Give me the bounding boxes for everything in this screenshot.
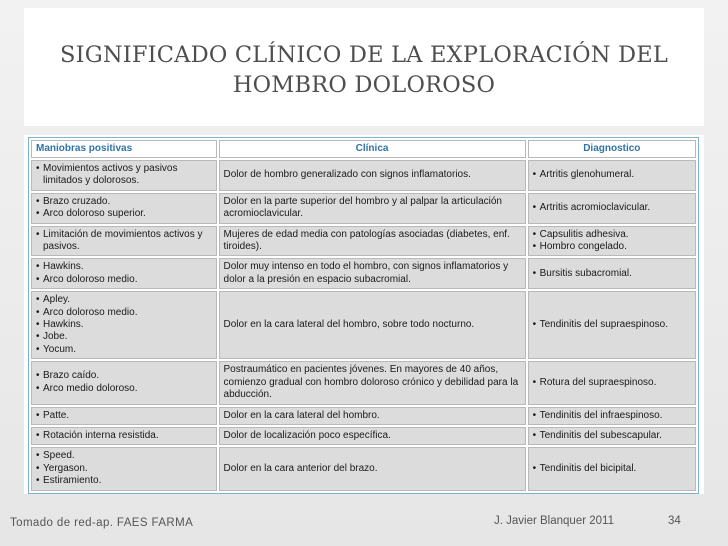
table-row <box>31 361 696 404</box>
footer-author: J. Javier Blanquer 2011 <box>494 515 614 527</box>
cell-diagnostico-list <box>533 463 691 475</box>
header-clinica: Clínica <box>219 140 526 158</box>
table-row <box>31 407 696 425</box>
table-row <box>31 291 696 359</box>
table-row <box>31 160 696 191</box>
list-item: • Tendinitis del supraespinoso. <box>533 319 691 331</box>
cell-diagnostico <box>528 160 696 191</box>
list-item: • Patte. <box>36 410 212 422</box>
cell-diagnostico <box>528 193 696 224</box>
list-item: • Tendinitis del infraespinoso. <box>533 410 691 422</box>
list-item: • Jobe. <box>36 331 212 343</box>
page-number: 34 <box>668 515 681 527</box>
list-item: • Limitación de movimientos activos y pasivos. <box>36 229 212 254</box>
cell-maniobras-list <box>36 163 212 188</box>
cell-clinica: Dolor de localización poco específica. <box>219 427 526 445</box>
list-item: • Arco doloroso medio. <box>36 307 212 319</box>
cell-maniobras <box>31 361 217 404</box>
cell-clinica: Dolor de hombro generalizado con signos inflamatorios. <box>219 160 526 191</box>
list-item: • Hawkins. <box>36 261 212 273</box>
cell-maniobras <box>31 258 217 289</box>
cell-diagnostico-list <box>533 410 691 422</box>
clinical-table <box>28 137 699 494</box>
table-row <box>31 427 696 445</box>
cell-maniobras-list <box>36 261 212 286</box>
cell-diagnostico-list <box>533 169 691 181</box>
cell-diagnostico <box>528 427 696 445</box>
table-row <box>31 258 696 289</box>
list-item: • Rotura del supraespinoso. <box>533 377 691 389</box>
cell-maniobras <box>31 291 217 359</box>
cell-clinica: Dolor en la cara anterior del brazo. <box>219 447 526 490</box>
cell-maniobras-list <box>36 450 212 487</box>
list-item: • Hombro congelado. <box>533 241 691 253</box>
footer-source: Tomado de red-ap. FAES FARMA <box>10 517 194 529</box>
cell-maniobras-list <box>36 294 212 356</box>
list-item: • Yocum. <box>36 344 212 356</box>
list-item: • Arco doloroso medio. <box>36 274 212 286</box>
cell-maniobras <box>31 447 217 490</box>
table-body <box>31 160 696 491</box>
cell-diagnostico <box>528 291 696 359</box>
table-header-row <box>31 140 696 158</box>
cell-maniobras-list <box>36 229 212 254</box>
table-row <box>31 193 696 224</box>
list-item: • Hawkins. <box>36 319 212 331</box>
cell-clinica: Postraumático en pacientes jóvenes. En mayores de 40 años, comienzo gradual con hombro doloroso crónico y debilidad para la abducción. <box>219 361 526 404</box>
cell-maniobras <box>31 226 217 257</box>
cell-clinica: Dolor en la cara lateral del hombro. <box>219 407 526 425</box>
table-container <box>24 135 704 494</box>
cell-maniobras <box>31 407 217 425</box>
cell-diagnostico <box>528 226 696 257</box>
list-item: • Tendinitis del bicipital. <box>533 463 691 475</box>
list-item: • Arco doloroso superior. <box>36 208 212 220</box>
cell-diagnostico-list <box>533 202 691 214</box>
cell-diagnostico-list <box>533 229 691 254</box>
cell-diagnostico-list <box>533 319 691 331</box>
list-item: • Brazo caído. <box>36 370 212 382</box>
cell-maniobras-list <box>36 370 212 395</box>
cell-maniobras-list <box>36 196 212 221</box>
cell-diagnostico <box>528 258 696 289</box>
cell-clinica: Mujeres de edad media con patologías asociadas (diabetes, enf. tiroides). <box>219 226 526 257</box>
header-diagnostico: Diagnostico <box>528 140 696 158</box>
list-item: • Apley. <box>36 294 212 306</box>
list-item: • Yergason. <box>36 463 212 475</box>
cell-clinica: Dolor en la parte superior del hombro y al palpar la articulación acromioclavicular. <box>219 193 526 224</box>
list-item: • Speed. <box>36 450 212 462</box>
list-item: • Estiramiento. <box>36 475 212 487</box>
list-item: • Brazo cruzado. <box>36 196 212 208</box>
cell-diagnostico <box>528 407 696 425</box>
cell-clinica: Dolor muy intenso en todo el hombro, con signos inflamatorios y dolor a la presión en espacio subacromial. <box>219 258 526 289</box>
cell-maniobras <box>31 160 217 191</box>
cell-maniobras-list <box>36 430 212 442</box>
cell-maniobras <box>31 427 217 445</box>
list-item: • Capsulitis adhesiva. <box>533 229 691 241</box>
cell-diagnostico <box>528 361 696 404</box>
list-item: • Movimientos activos y pasivos limitados y dolorosos. <box>36 163 212 188</box>
header-maniobras: Maniobras positivas <box>31 140 217 158</box>
list-item: • Tendinitis del subescapular. <box>533 430 691 442</box>
table-row <box>31 447 696 490</box>
list-item: • Artritis acromioclavicular. <box>533 202 691 214</box>
cell-diagnostico-list <box>533 430 691 442</box>
list-item: • Artritis glenohumeral. <box>533 169 691 181</box>
table-row <box>31 226 696 257</box>
cell-clinica: Dolor en la cara lateral del hombro, sobre todo nocturno. <box>219 291 526 359</box>
slide-title: SIGNIFICADO CLÍNICO DE LA EXPLORACIÓN DEL HOMBRO DOLOROSO <box>60 42 668 98</box>
cell-maniobras <box>31 193 217 224</box>
cell-diagnostico <box>528 447 696 490</box>
list-item: • Rotación interna resistida. <box>36 430 212 442</box>
list-item: • Arco medio doloroso. <box>36 383 212 395</box>
cell-diagnostico-list <box>533 377 691 389</box>
list-item: • Bursitis subacromial. <box>533 268 691 280</box>
cell-diagnostico-list <box>533 268 691 280</box>
cell-maniobras-list <box>36 410 212 422</box>
